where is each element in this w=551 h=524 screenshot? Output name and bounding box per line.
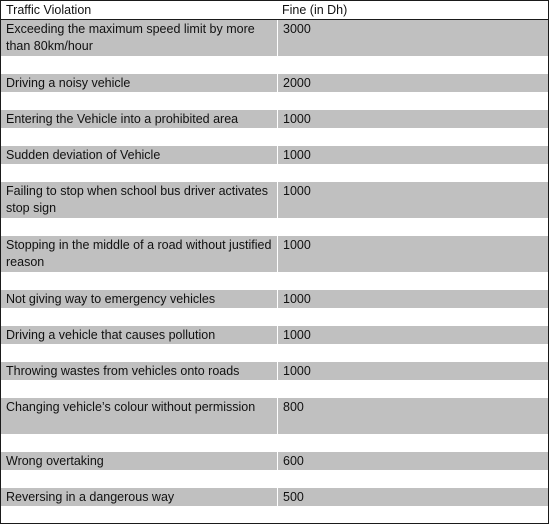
table-body xyxy=(1,20,548,523)
table-row xyxy=(1,452,548,470)
fine-cell: 1000 xyxy=(277,236,548,272)
table-header-row xyxy=(1,1,548,20)
violation-cell: Throwing wastes from vehicles onto roads xyxy=(1,362,277,380)
row-spacer xyxy=(1,272,548,290)
fine-cell: 1000 xyxy=(277,182,548,218)
table-row xyxy=(1,110,548,128)
fine-cell: 1000 xyxy=(277,362,548,380)
violation-cell: Sudden deviation of Vehicle xyxy=(1,146,277,164)
fine-cell: 3000 xyxy=(277,20,548,56)
header-traffic-violation: Traffic Violation xyxy=(6,3,92,17)
fine-cell: 500 xyxy=(277,488,548,506)
violation-cell: Stopping in the middle of a road without justified reason xyxy=(1,236,277,272)
row-spacer xyxy=(1,470,548,488)
table-row xyxy=(1,74,548,92)
row-spacer xyxy=(1,434,548,452)
fine-cell: 1000 xyxy=(277,110,548,128)
violation-cell: Changing vehicle’s colour without permission xyxy=(1,398,277,434)
table-row xyxy=(1,20,548,56)
row-spacer xyxy=(1,164,548,182)
violation-cell: Not giving way to emergency vehicles xyxy=(1,290,277,308)
fine-cell: 2000 xyxy=(277,74,548,92)
table-row xyxy=(1,290,548,308)
violation-cell: Driving a noisy vehicle xyxy=(1,74,277,92)
table-row xyxy=(1,488,548,506)
fine-cell: 600 xyxy=(277,452,548,470)
fine-cell: 1000 xyxy=(277,290,548,308)
row-spacer xyxy=(1,92,548,110)
table-row xyxy=(1,326,548,344)
row-spacer xyxy=(1,506,548,523)
violation-cell: Wrong overtaking xyxy=(1,452,277,470)
row-spacer xyxy=(1,128,548,146)
violation-cell: Failing to stop when school bus driver activates stop sign xyxy=(1,182,277,218)
table-row xyxy=(1,236,548,272)
row-spacer xyxy=(1,308,548,326)
header-fine: Fine (in Dh) xyxy=(282,3,348,17)
violation-cell: Exceeding the maximum speed limit by more than 80km/hour xyxy=(1,20,277,56)
row-spacer xyxy=(1,56,548,74)
table-row xyxy=(1,182,548,218)
table-row xyxy=(1,146,548,164)
row-spacer xyxy=(1,380,548,398)
row-spacer xyxy=(1,344,548,362)
violation-cell: Driving a vehicle that causes pollution xyxy=(1,326,277,344)
table-row xyxy=(1,362,548,380)
fine-cell: 1000 xyxy=(277,326,548,344)
table-row xyxy=(1,398,548,434)
fine-cell: 800 xyxy=(277,398,548,434)
row-spacer xyxy=(1,218,548,236)
fine-cell: 1000 xyxy=(277,146,548,164)
violation-cell: Entering the Vehicle into a prohibited area xyxy=(1,110,277,128)
violation-cell: Reversing in a dangerous way xyxy=(1,488,277,506)
